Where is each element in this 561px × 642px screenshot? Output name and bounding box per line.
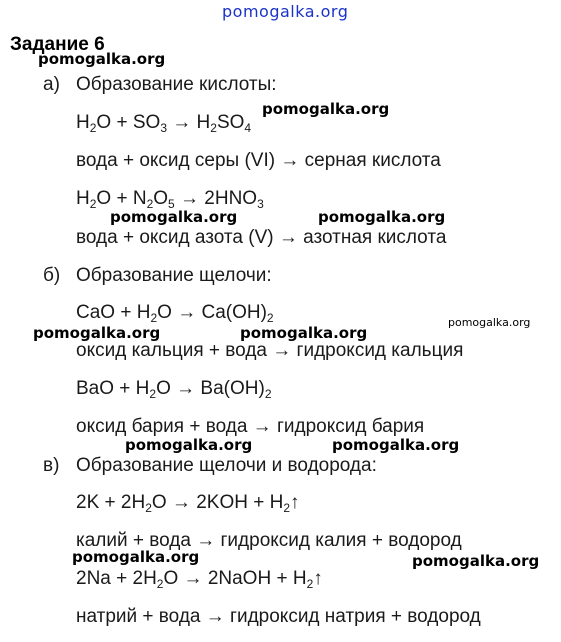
section-c-heading: Образование щелочи и водорода: (76, 455, 377, 476)
equation-formula: $H_2O + SO_3 \to H_2SO_4$ (76, 112, 252, 135)
watermark: pomogalka.org (318, 208, 446, 226)
watermark-top: pomogalka.org (222, 2, 349, 21)
section-b-heading: Образование щелочи: (76, 265, 272, 286)
section-c-marker: в) (43, 455, 60, 476)
equation-words: вода + оксид серы (VI) → серная кислота (76, 150, 441, 171)
equation-words: оксид кальция + вода → гидроксид кальция (76, 340, 464, 361)
equation-words: натрий + вода → гидроксид натрия + водород (76, 606, 481, 627)
watermark: pomogalka.org (72, 548, 200, 566)
section-a-marker: а) (43, 74, 60, 95)
equation-formula: CaO + $H_2O \to Ca(OH)_2$ (76, 302, 274, 325)
watermark: pomogalka.org (448, 316, 531, 329)
equation-formula: $H_2O + N_2O_5 \to 2HNO_3$ (76, 188, 264, 211)
equation-words: оксид бария + вода → гидроксид бария (76, 416, 425, 437)
task-title: Задание 6 (10, 34, 105, 55)
section-a-heading: Образование кислоты: (76, 74, 277, 95)
watermark: pomogalka.org (412, 552, 540, 570)
watermark: pomogalka.org (262, 100, 390, 118)
watermark: pomogalka.org (332, 436, 460, 454)
equation-formula: $2K + 2H_2O \to 2KOH$ + $H_2↑$ (76, 492, 300, 515)
equation-formula: $2Na + 2H_2O$ → 2NaOH + $H_2↑$ (76, 568, 323, 591)
watermark: pomogalka.org (240, 324, 368, 342)
watermark: pomogalka.org (33, 324, 161, 342)
section-b-marker: б) (43, 265, 61, 286)
equation-words: вода + оксид азота (V) → азотная кислота (76, 227, 447, 248)
watermark: pomogalka.org (125, 436, 253, 454)
equation-words: калий + вода → гидроксид калия + водород (76, 530, 462, 551)
watermark: pomogalka.org (38, 50, 166, 68)
equation-formula: BaO + $H_2O \to Ba(OH)_2$ (76, 378, 272, 401)
watermark: pomogalka.org (110, 208, 238, 226)
